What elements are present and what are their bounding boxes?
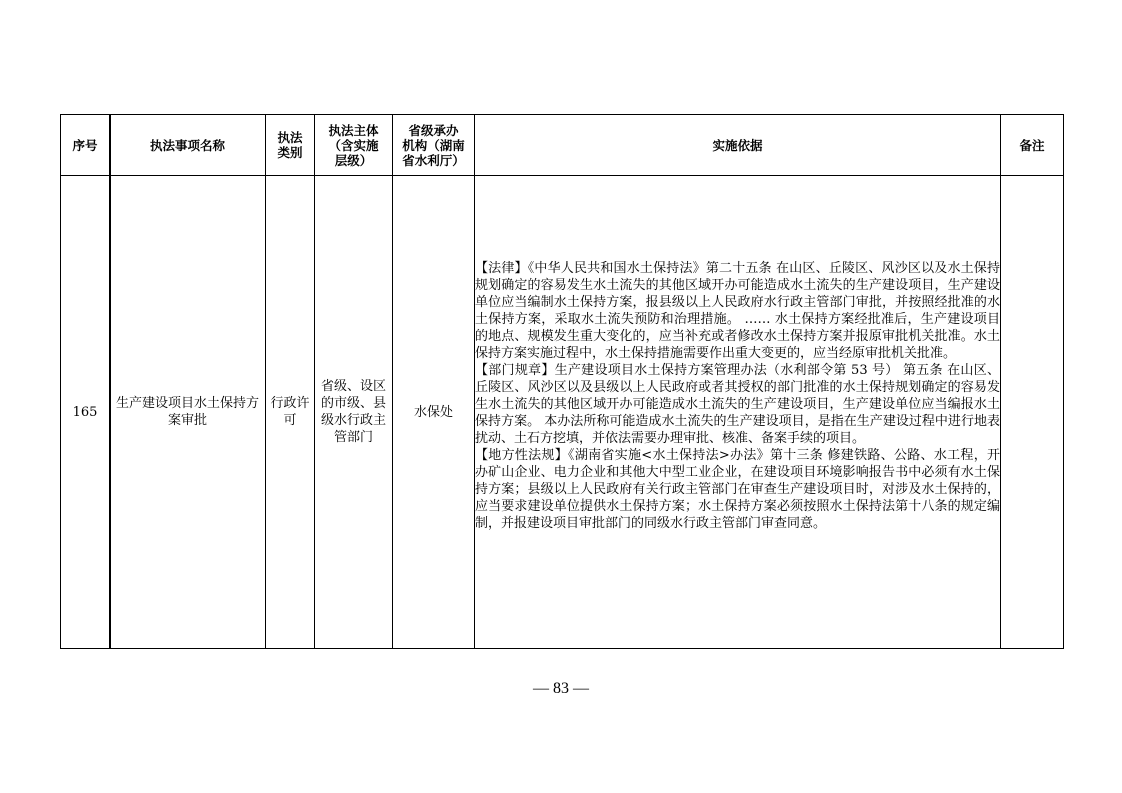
table-header-row	[61, 115, 1064, 176]
basis-law-text: 《中华人民共和国水土保持法》第二十五条 在山区、丘陵区、风沙区以及水土保持规划确定的容易发生水土流失的其他区域开办可能造成水土流失的生产建设项目，生产建设单位应当编制水土保持方案，报县级以上人民政府水行政主管部门审批，并按照经批准的水土保持方案，采取水土流失预防和治理措施。 …… 水土保持方案经批准后，生产建设项目的地点、规模发生重大变化的，应当补充或者修改水土保持方案并报原审批机关批准。水土保持方案实施过程中，水土保持措施需要作出重大变更的，应当经原审批机关批准。	[475, 261, 1000, 361]
enforcement-table	[60, 114, 1064, 649]
header-subject: 执法主体 （含实施 层级）	[315, 115, 393, 176]
page-number: — 83 —	[533, 680, 589, 697]
basis-local-text: 《湖南省实施<水土保持法>办法》第十三条 修建铁路、公路、水工程，开办矿山企业、电力企业和其他大中型工业企业，在建设项目环境影响报告书中必须有水土保持方案；县级以上人民政府有关行政主管部门在审查生产建设项目时，对涉及水土保持的，应当要求建设单位提供水土保持方案；水土保持方案必须按照水土保持法第十八条的规定编制，并报建设项目审批部门的同级水行政主管部门审查同意。	[475, 448, 1000, 531]
header-remark: 备注	[1001, 115, 1064, 176]
basis-law-paragraph	[475, 260, 1000, 362]
header-org: 省级承办 机构（湖南 省水利厅）	[393, 115, 475, 176]
table-row	[61, 176, 1064, 649]
cell-org: 水保处	[393, 176, 475, 649]
basis-rule-text: 生产建设项目水土保持方案管理办法（水利部令第 53 号） 第五条 在山区、丘陵区、风沙区以及县级以上人民政府或者其授权的部门批准的水土保持规划确定的容易发生水土流失的其他区域开办可能造成水土流失的生产建设项目，生产建设单位应当编报水土保持方案。 本办法所称可能造成水土流失的生产建设项目，是指在生产建设过程中进行地表扰动、土石方挖填，并依法需要办理审批、核准、备案手续的项目。	[475, 363, 1000, 446]
header-basis: 实施依据	[475, 115, 1001, 176]
basis-local-paragraph	[475, 447, 1000, 532]
cell-basis	[475, 176, 1001, 649]
basis-local-tag: 【地方性法规】	[475, 448, 569, 463]
basis-rule-tag: 【部门规章】	[475, 363, 555, 378]
table-divider-line	[109, 114, 111, 648]
header-name: 执法事项名称	[110, 115, 266, 176]
header-type: 执法 类别	[266, 115, 315, 176]
cell-type: 行政许可	[266, 176, 315, 649]
header-no: 序号	[61, 115, 110, 176]
cell-name: 生产建设项目水土保持方案审批	[110, 176, 266, 649]
cell-subject: 省级、设区的市级、县级水行政主管部门	[315, 176, 393, 649]
cell-no: 165	[61, 176, 110, 649]
cell-remark	[1001, 176, 1064, 649]
basis-rule-paragraph	[475, 362, 1000, 447]
basis-law-tag: 【法律】	[475, 261, 528, 276]
